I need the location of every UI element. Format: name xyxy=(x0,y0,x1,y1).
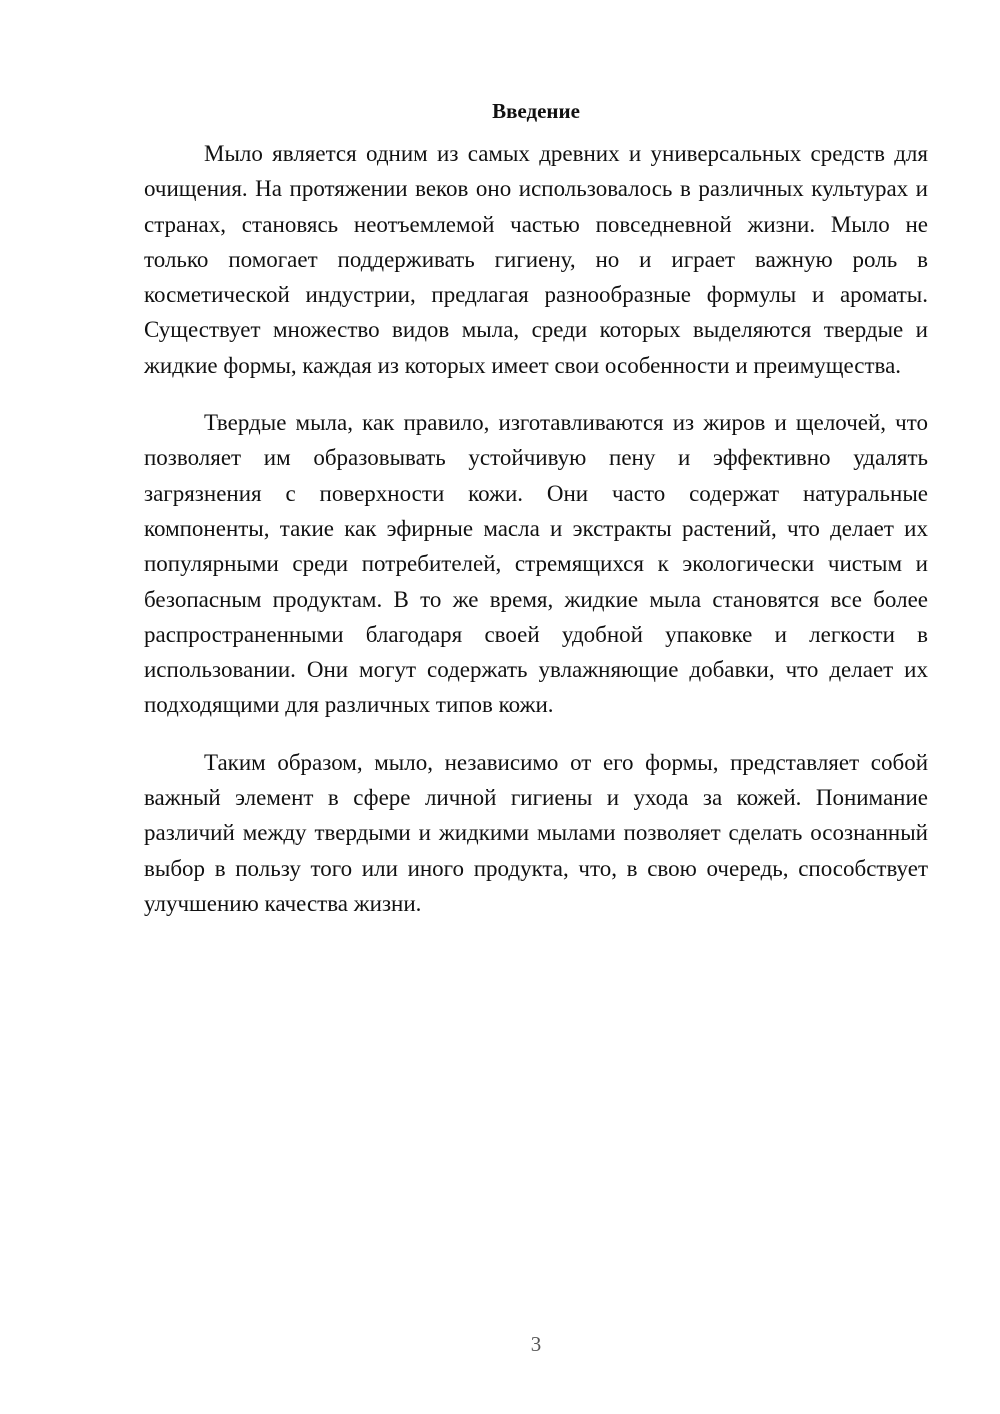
page-number: 3 xyxy=(530,1332,542,1356)
page-content xyxy=(144,96,928,943)
section-title: Введение xyxy=(492,99,580,123)
paragraph-3: Таким образом, мыло, независимо от его формы, представляет собой важный элемент в сфере личной гигиены и ухода за кожей. Понимание различий между твердыми и жидкими мылами позволяет сделать осознанный выбор в пользу того или иного продукта, что, в свою очередь, способствует улучшению качества жизни. xyxy=(144,749,928,916)
paragraph-1: Мыло является одним из самых древних и универсальных средств для очищения. На протяжении веков оно использовалось в различных культурах и странах, становясь неотъемлемой частью повседневной жизни. Мыло не только помогает поддерживать гигиену, но и играет важную роль в косметической индустрии, предлагая разнообразные формулы и ароматы. Существует множество видов мыла, среди которых выделяются твердые и жидкие формы, каждая из которых имеет свои особенности и преимущества. xyxy=(144,141,928,378)
paragraph-2: Твердые мыла, как правило, изготавливаются из жиров и щелочей, что позволяет им образовывать устойчивую пену и эффективно удалять загрязнения с поверхности кожи. Они часто содержат натуральные компоненты, такие как эфирные масла и экстракты растений, что делает их популярными среди потребителей, стремящихся к экологически чистым и безопасным продуктам. В то же время, жидкие мыла становятся все более распространенными благодаря своей удобной упаковке и легкости в использовании. Они могут содержать увлажняющие добавки, что делает их подходящими для различных типов кожи. xyxy=(144,410,928,718)
